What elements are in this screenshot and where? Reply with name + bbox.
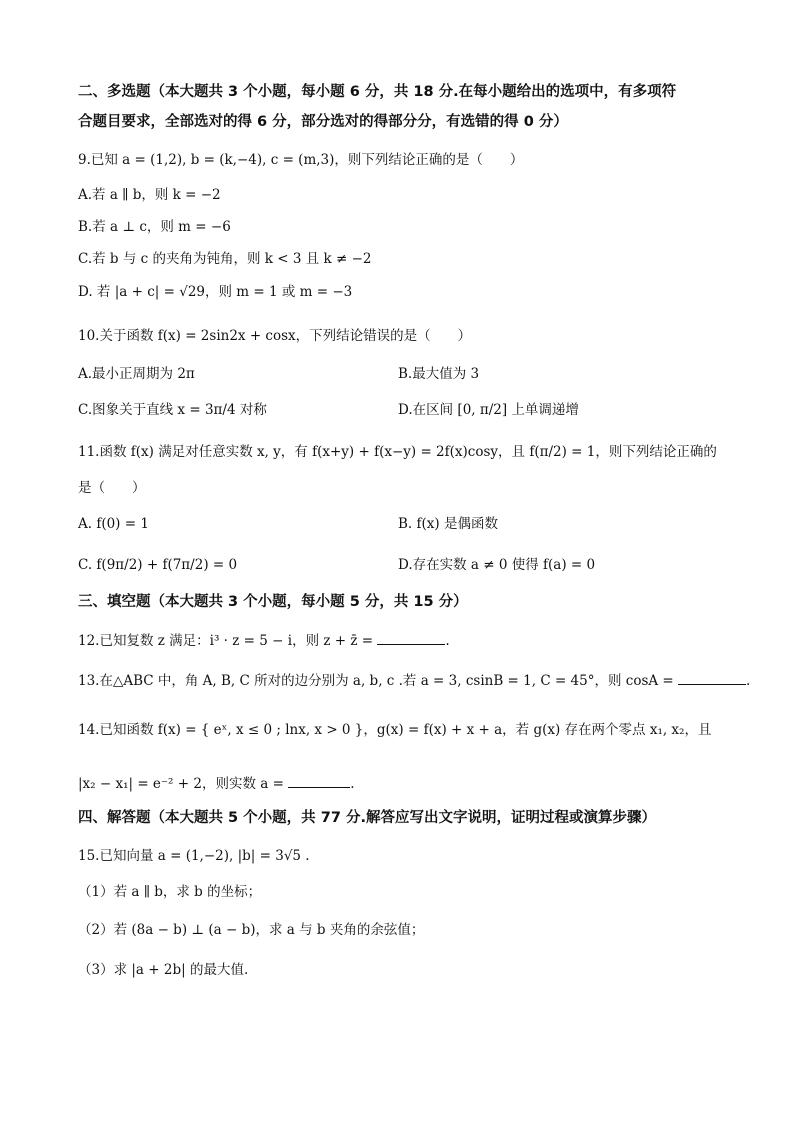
q11-option-b: B. f(x) 是偶函数: [398, 516, 498, 532]
q13-text: 13.在△ABC 中，角 A, B, C 所对的边分别为 a, b, c .若 a = 3, csinB = 1, C = 45°，则 cosA =: [78, 673, 674, 689]
q10-option-b: B.最大值为 3: [398, 366, 480, 382]
q13-answer-blank: [678, 670, 746, 685]
q12-end: .: [445, 633, 450, 649]
q11-stem-line2: 是（ ）: [78, 480, 146, 496]
section2-heading-line1: 二、多选题（本大题共 3 个小题，每小题 6 分，共 18 分.在每小题给出的选项中，有多项符: [78, 84, 677, 100]
q14-end: .: [350, 776, 355, 792]
q12-text: 12.已知复数 z 满足：i³ · z = 5 − i，则 z + z̄ =: [78, 633, 374, 649]
q10-option-c: C.图象关于直线 x = 3π/4 对称: [78, 402, 267, 418]
q9-option-c: C.若 b 与 c 的夹角为钝角，则 k < 3 且 k ≠ −2: [78, 251, 372, 267]
q13-end: .: [746, 673, 751, 689]
q11-option-a: A. f(0) = 1: [78, 516, 149, 532]
q10-option-d: D.在区间 [0, π/2] 上单调递增: [398, 402, 579, 418]
q9-option-b: B.若 a ⊥ c，则 m = −6: [78, 219, 231, 235]
q15-part3: （3）求 |a + 2b| 的最大值.: [78, 962, 249, 978]
q12-answer-blank: [377, 630, 445, 645]
section3-heading: 三、填空题（本大题共 3 个小题，每小题 5 分，共 15 分）: [78, 594, 468, 610]
q10-option-a: A.最小正周期为 2π: [78, 366, 195, 382]
q12: [78, 630, 450, 651]
q14-line2: [78, 773, 354, 794]
q13: [78, 670, 750, 691]
q9-option-a: A.若 a ∥ b，则 k = −2: [78, 187, 221, 203]
q14-line1: 14.已知函数 f(x) = { eˣ, x ≤ 0 ; lnx, x > 0 }，g(x) = f(x) + x + a，若 g(x) 存在两个零点 x₁, x₂，且: [78, 722, 712, 738]
q11-stem-line1: 11.函数 f(x) 满足对任意实数 x, y，有 f(x+y) + f(x−y) = 2f(x)cosy，且 f(π/2) = 1，则下列结论正确的: [78, 444, 717, 460]
q9-stem: 9.已知 a = (1,2), b = (k,−4), c = (m,3)，则下列结论正确的是（ ）: [78, 152, 524, 168]
q14-text: |x₂ − x₁| = e⁻² + 2，则实数 a =: [78, 776, 284, 792]
q10-stem: 10.关于函数 f(x) = 2sin2x + cosx，下列结论错误的是（ ）: [78, 328, 472, 344]
q15-part2: （2）若 (8a − b) ⊥ (a − b)，求 a 与 b 夹角的余弦值；: [78, 922, 425, 938]
q11-option-c: C. f(9π/2) + f(7π/2) = 0: [78, 557, 238, 573]
q15-part1: （1）若 a ∥ b，求 b 的坐标；: [78, 884, 262, 900]
section2-heading-line2: 合题目要求，全部选对的得 6 分，部分选对的得部分分，有选错的得 0 分）: [78, 114, 568, 130]
q15-stem: 15.已知向量 a = (1,−2), |b| = 3√5 .: [78, 848, 310, 864]
q9-option-d: D. 若 |a + c| = √29，则 m = 1 或 m = −3: [78, 284, 353, 300]
q14-answer-blank: [288, 773, 350, 788]
q11-option-d: D.存在实数 a ≠ 0 使得 f(a) = 0: [398, 557, 596, 573]
section4-heading: 四、解答题（本大题共 5 个小题，共 77 分.解答应写出文字说明，证明过程或演算步骤）: [78, 810, 656, 826]
